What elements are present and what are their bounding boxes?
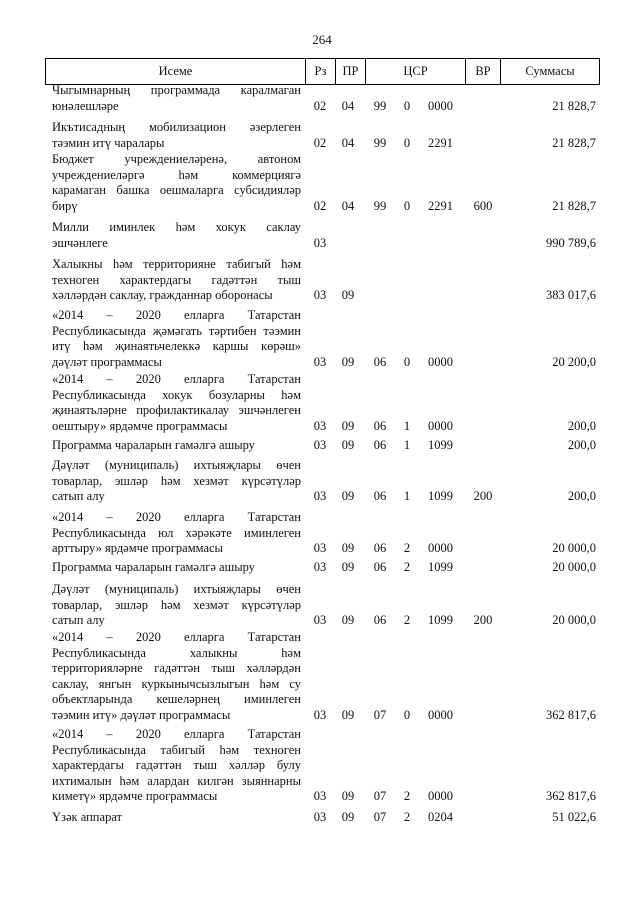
pr-code: 09 — [341, 418, 355, 433]
row-name-line: Чыгымнарның программада каралмаган — [52, 83, 301, 97]
rz-code: 03 — [313, 489, 327, 503]
row-name — [52, 727, 301, 805]
rz-code: 03 — [313, 560, 327, 574]
table-row — [0, 630, 640, 723]
csr-subprogram-code: 0 — [403, 354, 411, 369]
page-number: 264 — [312, 32, 332, 47]
row-name-line: Республикасында юл хәрәкәте иминлеген — [52, 525, 301, 540]
amount: 21 828,7 — [552, 135, 596, 150]
csr-item-code: 0000 — [428, 418, 453, 433]
row-name — [52, 152, 301, 214]
csr-item-code: 2291 — [428, 135, 453, 150]
rz-code: 03 — [313, 789, 327, 803]
amount: 20 000,0 — [552, 613, 596, 627]
row-name-line: ихтималын һәм алардан килгән зыяннарны — [52, 773, 301, 788]
row-name — [52, 458, 301, 505]
csr-program-code: 06 — [373, 489, 387, 503]
row-name-line: Үзәк аппарат — [52, 810, 122, 824]
row-name-line: «2014 – 2020 елларга Татарстан — [52, 372, 301, 386]
table-row — [0, 152, 640, 214]
row-name-line: товарлар, эшләр һәм хезмәт күрсәтүләр — [52, 473, 301, 488]
row-name-line: дәүләт программасы — [52, 354, 162, 369]
csr-subprogram-code: 2 — [403, 789, 411, 803]
row-name-line: киметү» ярдәмче программасы — [52, 789, 218, 803]
row-name-line: юнәлешләре — [52, 98, 119, 113]
pr-code: 09 — [341, 613, 355, 627]
row-name-line: объектларында кешеләрнең иминлеген — [52, 692, 301, 706]
row-name-line: сатып алу — [52, 613, 105, 627]
row-name-line: Республикасында халыкны һәм — [52, 645, 301, 660]
csr-program-code: 06 — [373, 541, 387, 555]
csr-subprogram-code: 1 — [403, 438, 411, 452]
vr-code: 200 — [473, 613, 493, 627]
row-name — [52, 120, 301, 151]
row-name — [52, 560, 301, 576]
amount: 20 000,0 — [552, 541, 596, 555]
rz-code: 03 — [313, 541, 327, 555]
table-row — [0, 560, 640, 576]
row-name-line: «2014 – 2020 елларга Татарстан — [52, 308, 301, 322]
row-name-line: тәэмин итү» дәүләт программасы — [52, 707, 231, 722]
pr-code: 09 — [341, 560, 355, 574]
table-row — [0, 727, 640, 805]
header-rz: Рз — [306, 59, 336, 84]
csr-program-code: 07 — [373, 789, 387, 803]
csr-item-code: 2291 — [428, 198, 453, 213]
row-name-line: Дәүләт (муниципаль) ихтыяҗлары өчен — [52, 458, 301, 472]
table-row — [0, 120, 640, 151]
csr-subprogram-code: 2 — [403, 613, 411, 627]
amount: 362 817,6 — [546, 789, 596, 803]
table-row — [0, 308, 640, 370]
header-vr: ВР — [466, 59, 501, 84]
row-name — [52, 510, 301, 557]
csr-program-code: 06 — [373, 438, 387, 452]
csr-program-code: 06 — [373, 418, 387, 433]
csr-subprogram-code: 1 — [403, 418, 411, 433]
pr-code: 04 — [341, 198, 355, 213]
csr-program-code: 07 — [373, 810, 387, 824]
row-name-line: оештыру» ярдәмче программасы — [52, 418, 228, 433]
amount: 200,0 — [567, 438, 596, 452]
csr-program-code: 07 — [373, 707, 387, 722]
row-name — [52, 810, 301, 826]
row-name — [52, 372, 301, 434]
csr-subprogram-code: 2 — [403, 560, 411, 574]
pr-code: 09 — [341, 489, 355, 503]
vr-code: 200 — [473, 489, 493, 503]
row-name-line: сатып алу — [52, 489, 105, 503]
table-row — [0, 83, 640, 114]
table-row — [0, 438, 640, 454]
rz-code: 02 — [313, 198, 327, 213]
csr-item-code: 0000 — [428, 541, 453, 555]
row-name-line: характердагы гадәттән тыш хәлләр булу — [52, 758, 301, 772]
row-name-line: Бюджет учреждениеләренә, автоном — [52, 152, 301, 166]
table-header — [45, 58, 600, 85]
table-row — [0, 257, 640, 304]
row-name-line: товарлар, эшләр һәм хезмәт күрсәтүләр — [52, 597, 301, 612]
amount: 21 828,7 — [552, 198, 596, 213]
csr-program-code: 06 — [373, 560, 387, 574]
csr-item-code: 0000 — [428, 354, 453, 369]
amount: 20 000,0 — [552, 560, 596, 574]
pr-code: 09 — [341, 438, 355, 452]
csr-subprogram-code: 0 — [403, 135, 411, 150]
table-row — [0, 582, 640, 629]
csr-subprogram-code: 0 — [403, 707, 411, 722]
row-name-line: бирү — [52, 198, 78, 213]
csr-subprogram-code: 0 — [403, 198, 411, 213]
csr-item-code: 1099 — [428, 489, 453, 503]
csr-item-code: 1099 — [428, 560, 453, 574]
rz-code: 02 — [313, 98, 327, 113]
header-csr: ЦСР — [366, 59, 466, 84]
row-name-line: Икътисадның мобилизацион әзерлеген — [52, 120, 301, 134]
pr-code: 04 — [341, 98, 355, 113]
table-row — [0, 458, 640, 505]
row-name-line: итү һәм җинаятьчелеккә каршы көрәш» — [52, 339, 301, 353]
csr-program-code: 99 — [373, 198, 387, 213]
pr-code: 04 — [341, 135, 355, 150]
row-name-line: эшчәнлеге — [52, 235, 108, 250]
row-name — [52, 308, 301, 370]
pr-code: 09 — [341, 541, 355, 555]
table-row — [0, 220, 640, 251]
csr-subprogram-code: 2 — [403, 810, 411, 824]
rz-code: 03 — [313, 438, 327, 452]
row-name — [52, 257, 301, 304]
row-name-line: Республикасында җәмәгать тәртибен тәэмин — [52, 323, 301, 338]
row-name-line: Дәүләт (муниципаль) ихтыяҗлары өчен — [52, 582, 301, 596]
rz-code: 03 — [313, 418, 327, 433]
header-sum: Суммасы — [525, 64, 575, 78]
row-name — [52, 438, 301, 454]
row-name-line: арттыру» ярдәмче программасы — [52, 541, 223, 555]
row-name-line: Республикасында табигый һәм техноген — [52, 742, 301, 757]
csr-program-code: 06 — [373, 354, 387, 369]
row-name-line: карамаган башка оешмаларга субсидияләр — [52, 183, 301, 197]
header-name: Исеме — [46, 59, 306, 84]
csr-program-code: 99 — [373, 135, 387, 150]
csr-subprogram-code: 1 — [403, 489, 411, 503]
header-pr: ПР — [336, 59, 366, 84]
rz-code: 03 — [313, 354, 327, 369]
csr-item-code: 0204 — [428, 810, 453, 824]
amount: 21 828,7 — [552, 98, 596, 113]
row-name-line: «2014 – 2020 елларга Татарстан — [52, 727, 301, 741]
csr-program-code: 06 — [373, 613, 387, 627]
csr-subprogram-code: 2 — [403, 541, 411, 555]
row-name-line: Халыкны һәм территорияне табигый һәм — [52, 257, 301, 271]
vr-code: 600 — [473, 198, 493, 213]
csr-item-code: 1099 — [428, 613, 453, 627]
row-name-line: хәлләрдән саклау, гражданнар оборонасы — [52, 288, 273, 302]
pr-code: 09 — [341, 789, 355, 803]
rz-code: 03 — [313, 613, 327, 627]
table-row — [0, 510, 640, 557]
amount: 200,0 — [567, 418, 596, 433]
row-name-line: саклау, янгын куркынычсызлыгын һәм су — [52, 676, 301, 691]
row-name-line: территорияләрне гадәттән тыш хәлләрдән — [52, 661, 301, 675]
row-name — [52, 582, 301, 629]
row-name-line: «2014 – 2020 елларга Татарстан — [52, 630, 301, 644]
row-name-line: техноген характердагы гадәттән тыш — [52, 272, 301, 287]
table-row — [0, 372, 640, 434]
pr-code: 09 — [341, 707, 355, 722]
pr-code: 09 — [341, 288, 355, 302]
pr-code: 09 — [341, 810, 355, 824]
csr-item-code: 0000 — [428, 98, 453, 113]
csr-item-code: 0000 — [428, 789, 453, 803]
csr-program-code: 99 — [373, 98, 387, 113]
amount: 51 022,6 — [552, 810, 596, 824]
rz-code: 03 — [313, 810, 327, 824]
row-name-line: тәэмин итү чаралары — [52, 135, 165, 150]
row-name — [52, 220, 301, 251]
row-name-line: Программа чараларын гамәлгә ашыру — [52, 560, 255, 574]
table-row — [0, 810, 640, 826]
rz-code: 03 — [313, 288, 327, 302]
row-name-line: «2014 – 2020 елларга Татарстан — [52, 510, 301, 524]
rz-code: 03 — [313, 707, 327, 722]
csr-item-code: 1099 — [428, 438, 453, 452]
amount: 20 200,0 — [552, 354, 596, 369]
row-name-line: Программа чараларын гамәлгә ашыру — [52, 438, 255, 452]
amount: 383 017,6 — [546, 288, 596, 302]
amount: 200,0 — [567, 489, 596, 503]
row-name — [52, 83, 301, 114]
row-name-line: Милли иминлек һәм хокук саклау — [52, 220, 301, 234]
row-name-line: Республикасында хокук бозуларны һәм — [52, 387, 301, 402]
csr-item-code: 0000 — [428, 707, 453, 722]
rz-code: 03 — [313, 235, 327, 250]
pr-code: 09 — [341, 354, 355, 369]
row-name-line: учреждениеләргә һәм коммерциягә — [52, 167, 301, 182]
rz-code: 02 — [313, 135, 327, 150]
amount: 362 817,6 — [546, 707, 596, 722]
row-name — [52, 630, 301, 723]
amount: 990 789,6 — [546, 235, 596, 250]
row-name-line: җинаятьләрне профилактикалау эшчәнлеген — [52, 403, 301, 417]
csr-subprogram-code: 0 — [403, 98, 411, 113]
